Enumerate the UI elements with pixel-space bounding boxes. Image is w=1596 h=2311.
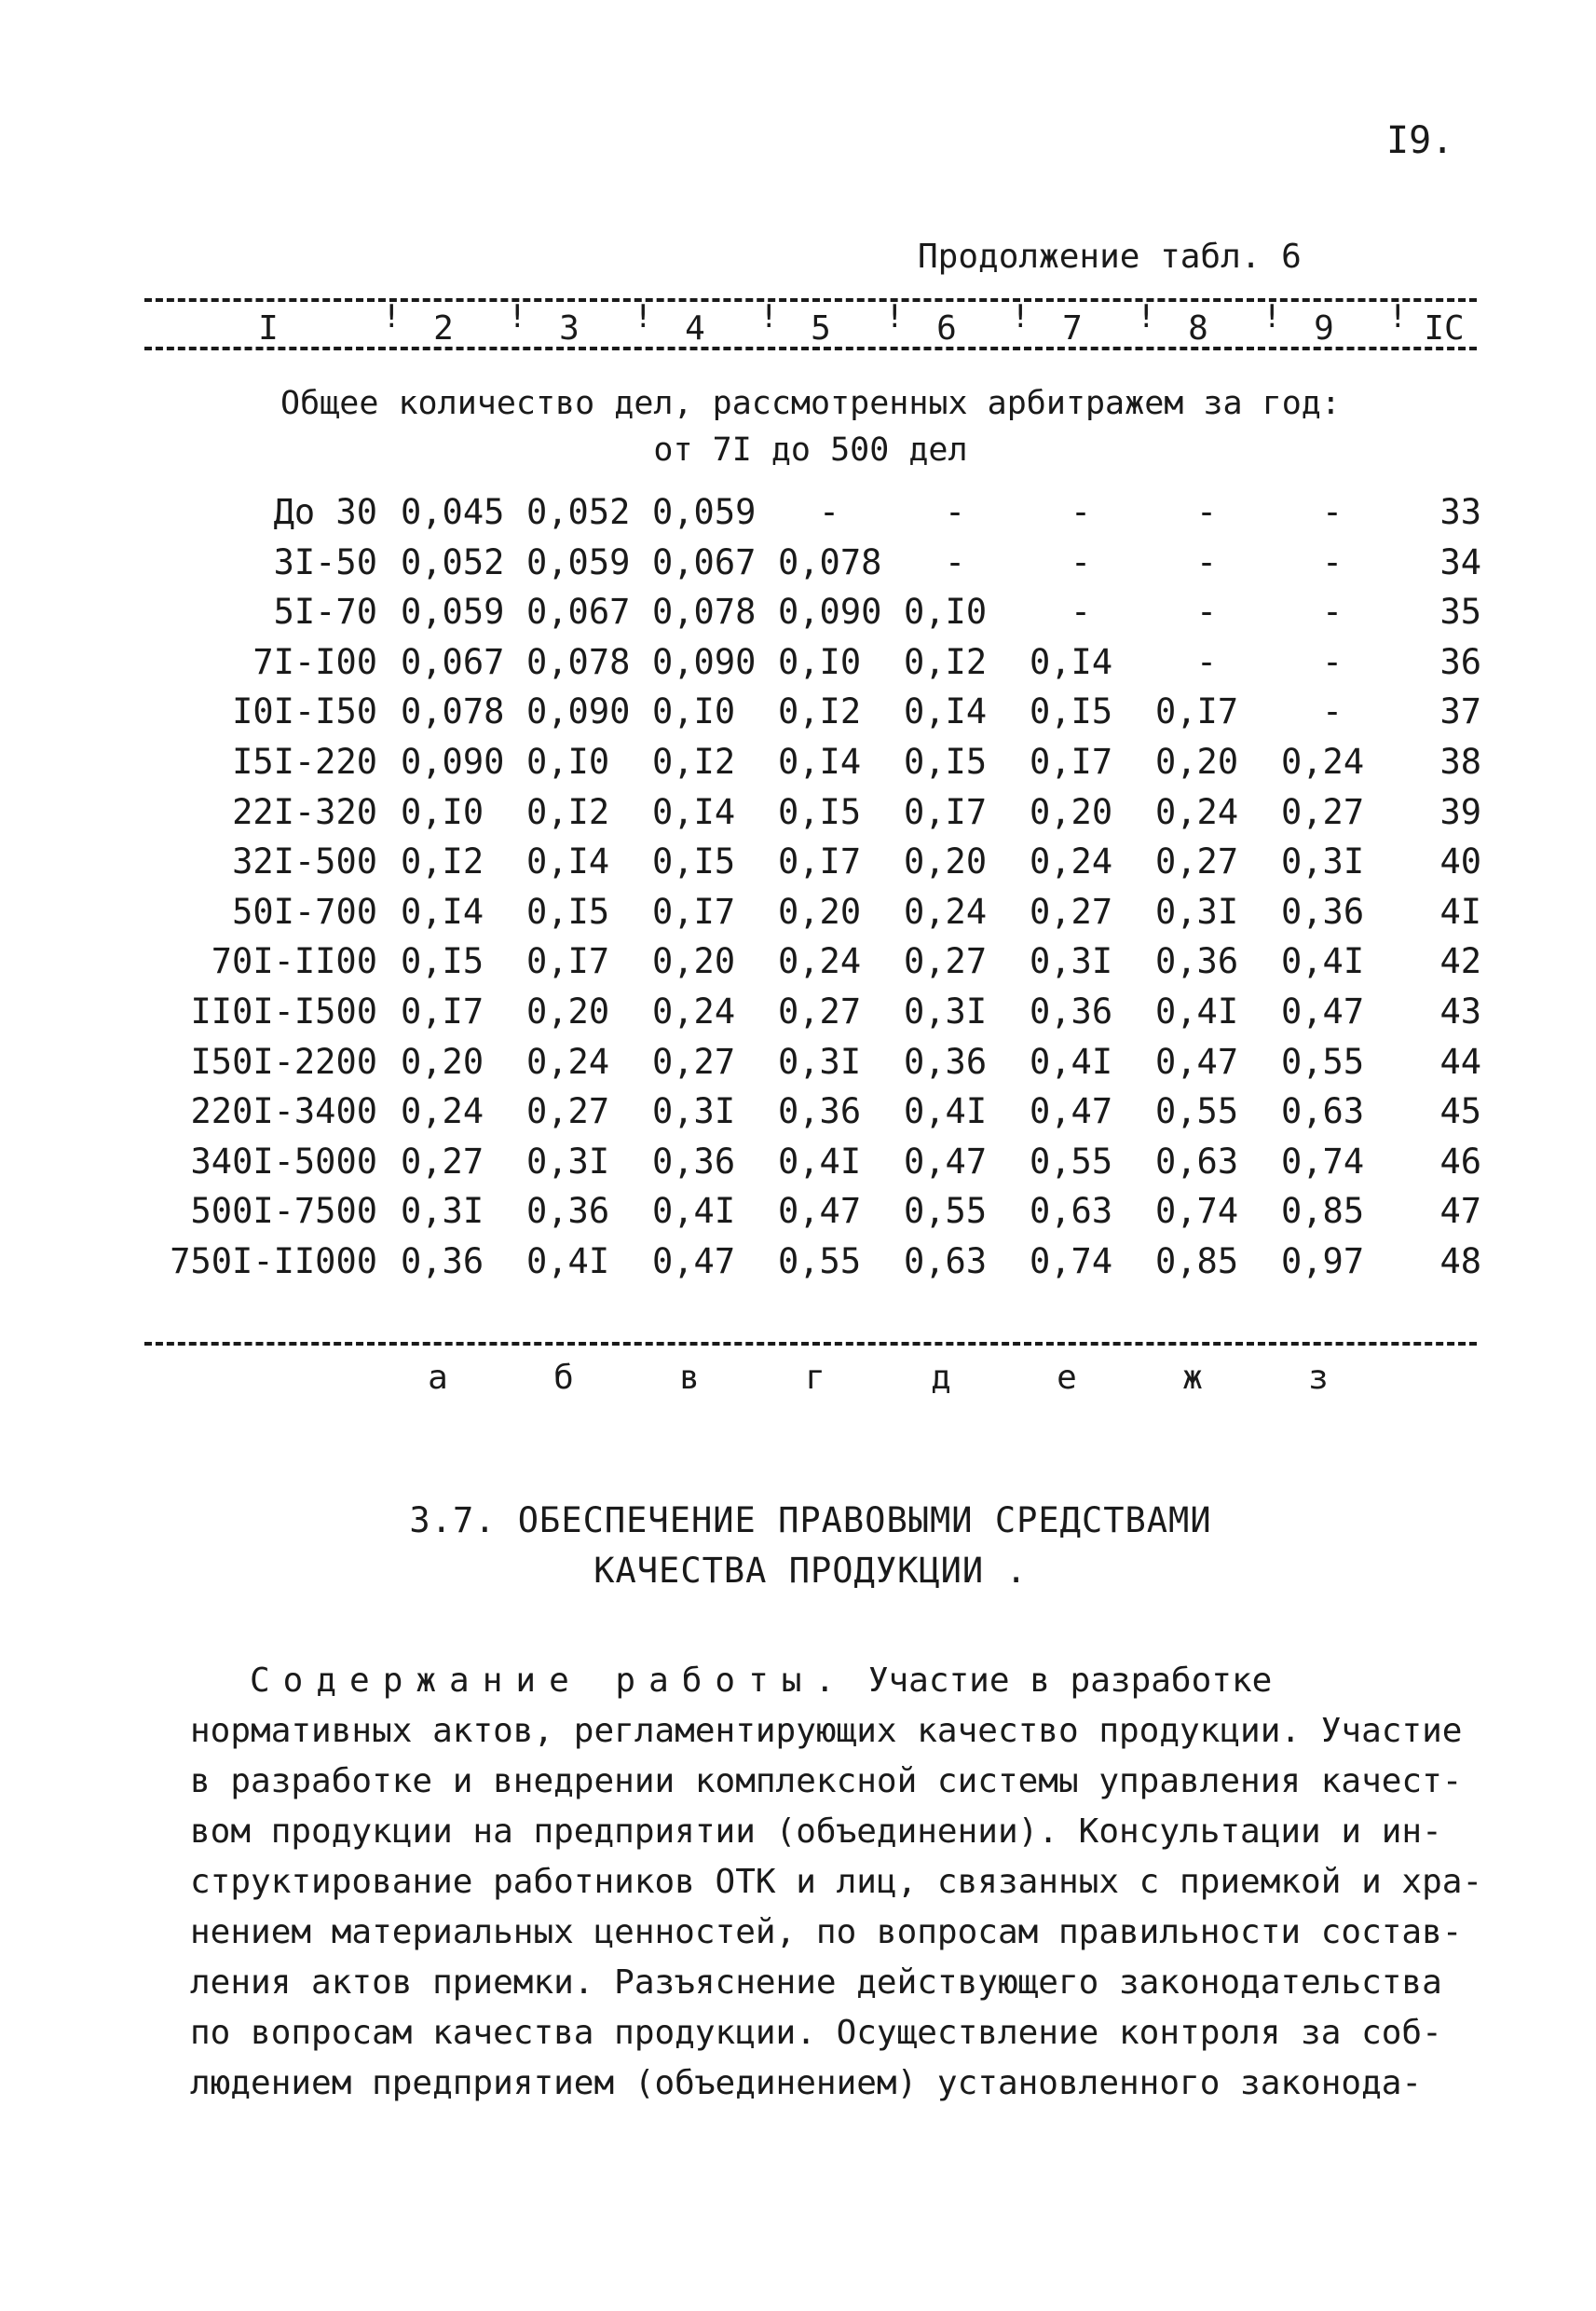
value-cell: 0,97 <box>1281 1241 1365 1281</box>
code-cell: 34 <box>1439 541 1481 582</box>
value-cell: 0,078 <box>778 541 882 582</box>
column-letter: е <box>1057 1359 1077 1397</box>
column-header: I <box>258 309 279 348</box>
column-letter: д <box>931 1359 951 1397</box>
paragraph-line: нением материальных ценностей, по вопросам правильности состав- <box>190 1913 1463 1951</box>
code-cell: 38 <box>1439 742 1481 782</box>
value-cell: 0,36 <box>526 1191 610 1232</box>
value-cell: 0,24 <box>1155 791 1239 832</box>
value-cell: - <box>1321 492 1344 532</box>
value-cell: - <box>1195 541 1218 582</box>
value-cell: 0,I5 <box>401 941 484 982</box>
value-cell: 0,045 <box>401 492 505 532</box>
value-cell: 0,36 <box>1281 891 1365 932</box>
table-caption: Общее количество дел, рассмотренных арбитражем за год: <box>280 385 1341 422</box>
column-separator: ! <box>759 298 779 335</box>
paragraph-line: ления актов приемки. Разъяснение действующего законодательства <box>190 1963 1442 2002</box>
code-cell: 43 <box>1439 991 1481 1032</box>
range-cell: 3I-50 <box>273 541 377 582</box>
table-rule-bottom <box>144 1342 1477 1346</box>
column-letter: б <box>553 1359 574 1397</box>
value-cell: 0,4I <box>1281 941 1365 982</box>
table-rule-header <box>144 347 1477 350</box>
range-cell: 500I-7500 <box>190 1191 377 1232</box>
value-cell: 0,27 <box>1030 891 1113 932</box>
value-cell: 0,47 <box>904 1141 988 1182</box>
value-cell: 0,20 <box>904 841 988 882</box>
table-caption-subtitle: от 7I до 500 дел <box>653 431 968 469</box>
value-cell: 0,I0 <box>401 791 484 832</box>
range-cell: 750I-II000 <box>170 1241 377 1281</box>
value-cell: - <box>1321 592 1344 633</box>
code-cell: 39 <box>1439 791 1481 832</box>
value-cell: 0,I5 <box>904 742 988 782</box>
paragraph-text: Участие в разработке <box>848 1661 1273 1700</box>
value-cell: 0,3I <box>904 991 988 1032</box>
column-header: 9 <box>1314 309 1334 348</box>
value-cell: 0,3I <box>401 1191 484 1232</box>
value-cell: - <box>818 492 840 532</box>
value-cell: 0,059 <box>652 492 757 532</box>
column-separator: ! <box>1137 298 1156 335</box>
column-letter: з <box>1308 1359 1329 1397</box>
value-cell: 0,47 <box>1155 1041 1239 1082</box>
column-separator: ! <box>382 298 402 335</box>
code-cell: 47 <box>1439 1191 1481 1232</box>
value-cell: 0,20 <box>652 941 736 982</box>
section-title-continuation: КАЧЕСТВА ПРОДУКЦИИ . <box>593 1551 1028 1591</box>
range-cell: I50I-2200 <box>190 1041 377 1082</box>
column-separator: ! <box>1011 298 1030 335</box>
column-header: 7 <box>1062 309 1083 348</box>
column-separator: ! <box>1388 298 1408 335</box>
value-cell: 0,052 <box>526 492 631 532</box>
value-cell: 0,4I <box>904 1091 988 1132</box>
value-cell: 0,I2 <box>778 691 862 732</box>
value-cell: 0,I0 <box>652 691 736 732</box>
code-cell: 33 <box>1439 492 1481 532</box>
column-separator: ! <box>634 298 653 335</box>
value-cell: 0,I4 <box>904 691 988 732</box>
column-header: 3 <box>559 309 580 348</box>
value-cell: 0,052 <box>401 541 505 582</box>
value-cell: - <box>1195 592 1218 633</box>
value-cell: 0,24 <box>1030 841 1113 882</box>
value-cell: 0,85 <box>1281 1191 1365 1232</box>
value-cell: 0,74 <box>1281 1141 1365 1182</box>
value-cell: 0,47 <box>778 1191 862 1232</box>
value-cell: 0,24 <box>652 991 736 1032</box>
value-cell: 0,55 <box>1155 1091 1239 1132</box>
value-cell: 0,I5 <box>1030 691 1113 732</box>
range-cell: 22I-320 <box>232 791 377 832</box>
code-cell: 48 <box>1439 1241 1481 1281</box>
value-cell: 0,I4 <box>778 742 862 782</box>
range-cell: 50I-700 <box>232 891 377 932</box>
value-cell: - <box>1321 641 1344 682</box>
value-cell: 0,067 <box>652 541 757 582</box>
column-header: IC <box>1424 309 1465 348</box>
value-cell: 0,63 <box>904 1241 988 1281</box>
value-cell: 0,74 <box>1030 1241 1113 1281</box>
value-cell: 0,55 <box>1030 1141 1113 1182</box>
value-cell: 0,24 <box>1281 742 1365 782</box>
value-cell: 0,36 <box>778 1091 862 1132</box>
table-continuation-label: Продолжение табл. 6 <box>918 238 1302 276</box>
value-cell: 0,I4 <box>401 891 484 932</box>
code-cell: 45 <box>1439 1091 1481 1132</box>
value-cell: 0,36 <box>401 1241 484 1281</box>
value-cell: 0,067 <box>526 592 631 633</box>
value-cell: 0,I0 <box>526 742 610 782</box>
value-cell: 0,I7 <box>904 791 988 832</box>
value-cell: 0,3I <box>778 1041 862 1082</box>
value-cell: 0,I2 <box>904 641 988 682</box>
code-cell: 42 <box>1439 941 1481 982</box>
value-cell: 0,078 <box>652 592 757 633</box>
section-title: 3.7. ОБЕСПЕЧЕНИЕ ПРАВОВЫМИ СРЕДСТВАМИ <box>409 1500 1212 1540</box>
value-cell: 0,47 <box>1281 991 1365 1032</box>
value-cell: 0,I7 <box>526 941 610 982</box>
code-cell: 4I <box>1439 891 1481 932</box>
value-cell: 0,4I <box>778 1141 862 1182</box>
column-header: 8 <box>1188 309 1208 348</box>
value-cell: 0,27 <box>1155 841 1239 882</box>
value-cell: 0,24 <box>904 891 988 932</box>
range-cell: I5I-220 <box>232 742 377 782</box>
column-header: 5 <box>811 309 831 348</box>
value-cell: 0,078 <box>526 641 631 682</box>
value-cell: 0,63 <box>1281 1091 1365 1132</box>
range-cell: До 30 <box>273 492 377 532</box>
value-cell: 0,059 <box>526 541 631 582</box>
value-cell: 0,I4 <box>1030 641 1113 682</box>
value-cell: 0,4I <box>526 1241 610 1281</box>
column-letter: а <box>428 1359 448 1397</box>
column-separator: ! <box>508 298 527 335</box>
column-separator: ! <box>885 298 905 335</box>
column-separator: ! <box>1262 298 1282 335</box>
range-cell: 340I-5000 <box>190 1141 377 1182</box>
value-cell: 0,I5 <box>778 791 862 832</box>
value-cell: 0,27 <box>652 1041 736 1082</box>
value-cell: - <box>1070 592 1092 633</box>
value-cell: 0,63 <box>1155 1141 1239 1182</box>
value-cell: 0,24 <box>526 1041 610 1082</box>
paragraph-line: нормативных актов, регламентирующих качество продукции. Участие <box>190 1712 1463 1750</box>
value-cell: 0,55 <box>904 1191 988 1232</box>
value-cell: 0,4I <box>652 1191 736 1232</box>
value-cell: - <box>1070 492 1092 532</box>
value-cell: 0,36 <box>904 1041 988 1082</box>
range-cell: 32I-500 <box>232 841 377 882</box>
value-cell: 0,067 <box>401 641 505 682</box>
value-cell: 0,I0 <box>904 592 988 633</box>
code-cell: 35 <box>1439 592 1481 633</box>
value-cell: 0,55 <box>1281 1041 1365 1082</box>
range-cell: 220I-3400 <box>190 1091 377 1132</box>
column-header: 4 <box>685 309 705 348</box>
value-cell: 0,I2 <box>526 791 610 832</box>
value-cell: 0,4I <box>1030 1041 1113 1082</box>
paragraph-line: структирование работников ОТК и лиц, связанных с приемкой и хра- <box>190 1863 1483 1901</box>
value-cell: 0,090 <box>526 691 631 732</box>
range-cell: I0I-I50 <box>232 691 377 732</box>
paragraph-lead: Содержание работы. <box>250 1661 849 1700</box>
paragraph-line: вом продукции на предприятии (объединении). Консультации и ин- <box>190 1812 1442 1851</box>
value-cell: 0,27 <box>401 1141 484 1182</box>
paragraph-line: по вопросам качества продукции. Осуществление контроля за соб- <box>190 2014 1442 2052</box>
value-cell: 0,3I <box>1281 841 1365 882</box>
value-cell: 0,I2 <box>652 742 736 782</box>
value-cell: 0,3I <box>652 1091 736 1132</box>
value-cell: 0,3I <box>1155 891 1239 932</box>
value-cell: - <box>944 541 966 582</box>
value-cell: - <box>1321 691 1344 732</box>
column-letter: г <box>805 1359 825 1397</box>
value-cell: 0,I5 <box>652 841 736 882</box>
code-cell: 44 <box>1439 1041 1481 1082</box>
value-cell: - <box>1070 541 1092 582</box>
paragraph-line <box>250 1661 1272 1700</box>
value-cell: 0,36 <box>1030 991 1113 1032</box>
value-cell: 0,I4 <box>652 791 736 832</box>
column-header: 6 <box>936 309 957 348</box>
value-cell: 0,27 <box>526 1091 610 1132</box>
value-cell: 0,059 <box>401 592 505 633</box>
value-cell: 0,3I <box>526 1141 610 1182</box>
value-cell: 0,27 <box>1281 791 1365 832</box>
range-cell: 7I-I00 <box>252 641 377 682</box>
code-cell: 36 <box>1439 641 1481 682</box>
value-cell: 0,24 <box>778 941 862 982</box>
value-cell: 0,I0 <box>778 641 862 682</box>
paragraph-line: в разработке и внедрении комплексной системы управления качест- <box>190 1762 1463 1800</box>
value-cell: 0,I7 <box>778 841 862 882</box>
value-cell: 0,20 <box>1155 742 1239 782</box>
value-cell: - <box>944 492 966 532</box>
value-cell: 0,27 <box>904 941 988 982</box>
value-cell: 0,36 <box>1155 941 1239 982</box>
value-cell: 0,4I <box>1155 991 1239 1032</box>
value-cell: 0,85 <box>1155 1241 1239 1281</box>
range-cell: II0I-I500 <box>190 991 377 1032</box>
value-cell: 0,20 <box>1030 791 1113 832</box>
value-cell: 0,20 <box>401 1041 484 1082</box>
value-cell: 0,63 <box>1030 1191 1113 1232</box>
code-cell: 46 <box>1439 1141 1481 1182</box>
value-cell: 0,20 <box>526 991 610 1032</box>
range-cell: 70I-II00 <box>211 941 377 982</box>
column-letter: в <box>679 1359 700 1397</box>
value-cell: 0,3I <box>1030 941 1113 982</box>
value-cell: - <box>1195 492 1218 532</box>
value-cell: 0,55 <box>778 1241 862 1281</box>
paragraph-line: людением предприятием (объединением) установленного законода- <box>190 2064 1423 2102</box>
value-cell: 0,47 <box>652 1241 736 1281</box>
column-header: 2 <box>433 309 454 348</box>
value-cell: 0,I7 <box>1155 691 1239 732</box>
value-cell: - <box>1321 541 1344 582</box>
value-cell: - <box>1195 641 1218 682</box>
value-cell: 0,47 <box>1030 1091 1113 1132</box>
value-cell: 0,I7 <box>401 991 484 1032</box>
value-cell: 0,I5 <box>526 891 610 932</box>
value-cell: 0,24 <box>401 1091 484 1132</box>
page-number: I9. <box>1386 119 1454 162</box>
value-cell: 0,090 <box>401 742 505 782</box>
value-cell: 0,I4 <box>526 841 610 882</box>
code-cell: 37 <box>1439 691 1481 732</box>
value-cell: 0,078 <box>401 691 505 732</box>
value-cell: 0,74 <box>1155 1191 1239 1232</box>
value-cell: 0,I7 <box>1030 742 1113 782</box>
column-letter: ж <box>1182 1359 1203 1397</box>
value-cell: 0,36 <box>652 1141 736 1182</box>
value-cell: 0,I7 <box>652 891 736 932</box>
value-cell: 0,090 <box>652 641 757 682</box>
value-cell: 0,090 <box>778 592 882 633</box>
value-cell: 0,27 <box>778 991 862 1032</box>
range-cell: 5I-70 <box>273 592 377 633</box>
code-cell: 40 <box>1439 841 1481 882</box>
value-cell: 0,I2 <box>401 841 484 882</box>
value-cell: 0,20 <box>778 891 862 932</box>
